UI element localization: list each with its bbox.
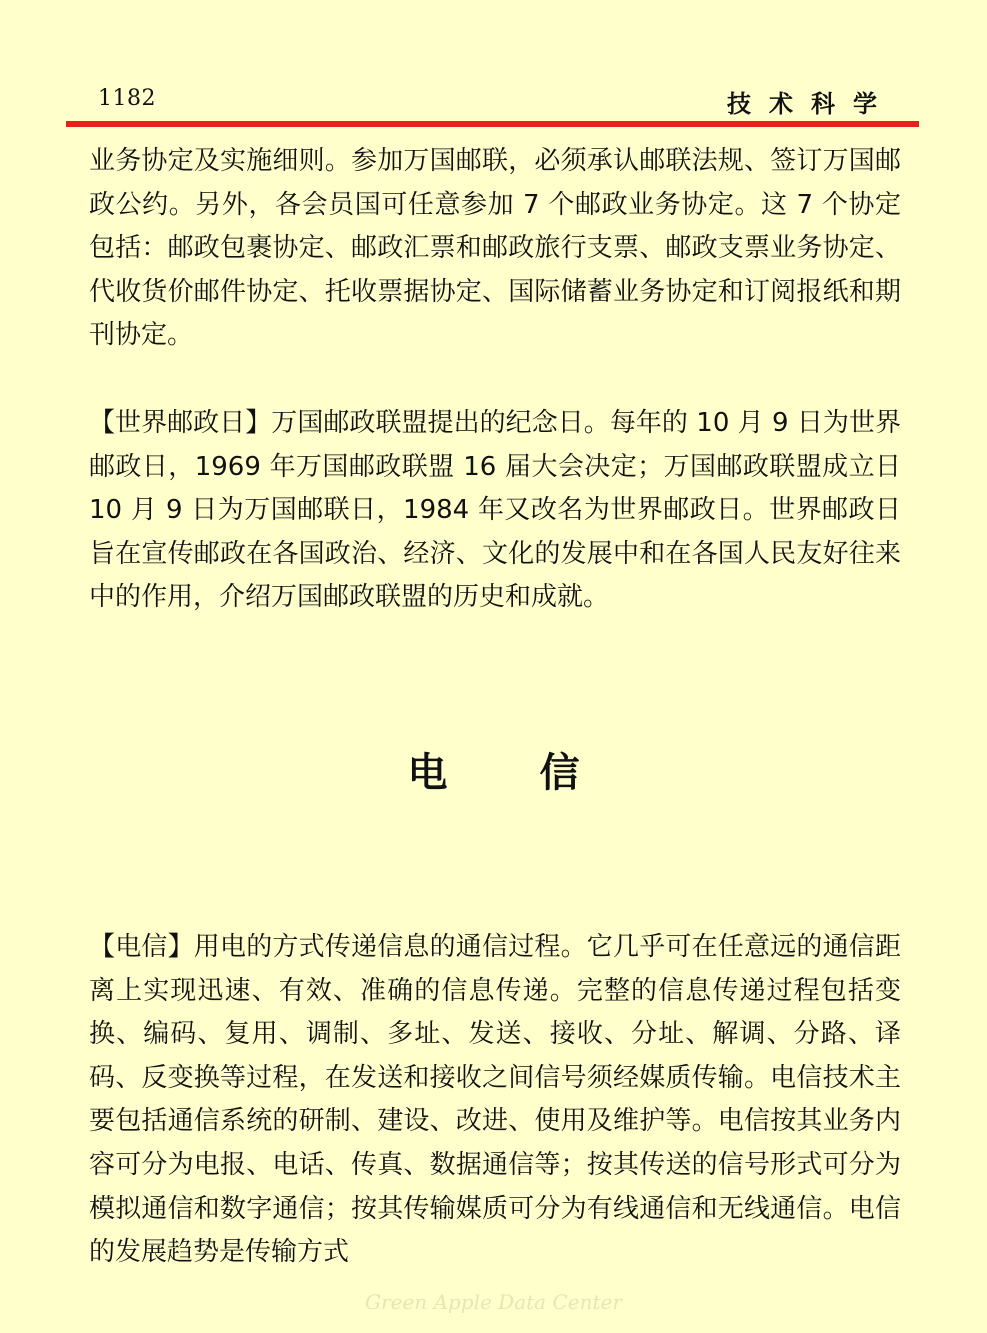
section-title: 电信 [407, 750, 672, 796]
paragraph-postal-agreements: 业务协定及实施细则。参加万国邮联，必须承认邮联法规、签订万国邮政公约。另外，各会员国可任意参加 7 个邮政业务协定。这 7 个协定包括：邮政包裹协定、邮政汇票和邮政旅行支票、邮政支票业务协定、代收货价邮件协定、托收票据协定、国际储蓄业务协定和订阅报纸和期刊协定。 [89, 146, 901, 351]
paragraph-telecommunication: 【电信】用电的方式传递信息的通信过程。它几乎可在任意远的通信距离上实现迅速、有效、准确的信息传递。完整的信息传递过程包括变换、编码、复用、调制、多址、发送、接收、分址、解调、分路、译码、反变换等过程，在发送和接收之间信号须经媒质传输。电信技术主要包括通信系统的研制、建设、改进、使用及维护等。电信按其业务内容可分为电报、电话、传真、数据通信等；按其传送的信号形式可分为模拟通信和数字通信；按其传输媒质可分为有线通信和无线通信。电信的发展趋势是传输方式 [89, 932, 901, 1268]
paragraph-world-post-day: 【世界邮政日】万国邮政联盟提出的纪念日。每年的 10 月 9 日为世界邮政日，1969 年万国邮政联盟 16 届大会决定；万国邮政联盟成立日 10 月 9 日为万国邮联日，1984 年又改名为世界邮政日。世界邮政日旨在宣传邮政在各国政治、经济、文化的发展中和在各国人民友好往来中的作用，介绍万国邮政联盟的历史和成就。 [89, 408, 901, 613]
header-rule [66, 121, 919, 127]
page-number: 1182 [98, 86, 156, 111]
watermark: Green Apple Data Center [365, 1290, 622, 1314]
running-head-title: 技术科学 [727, 90, 895, 118]
